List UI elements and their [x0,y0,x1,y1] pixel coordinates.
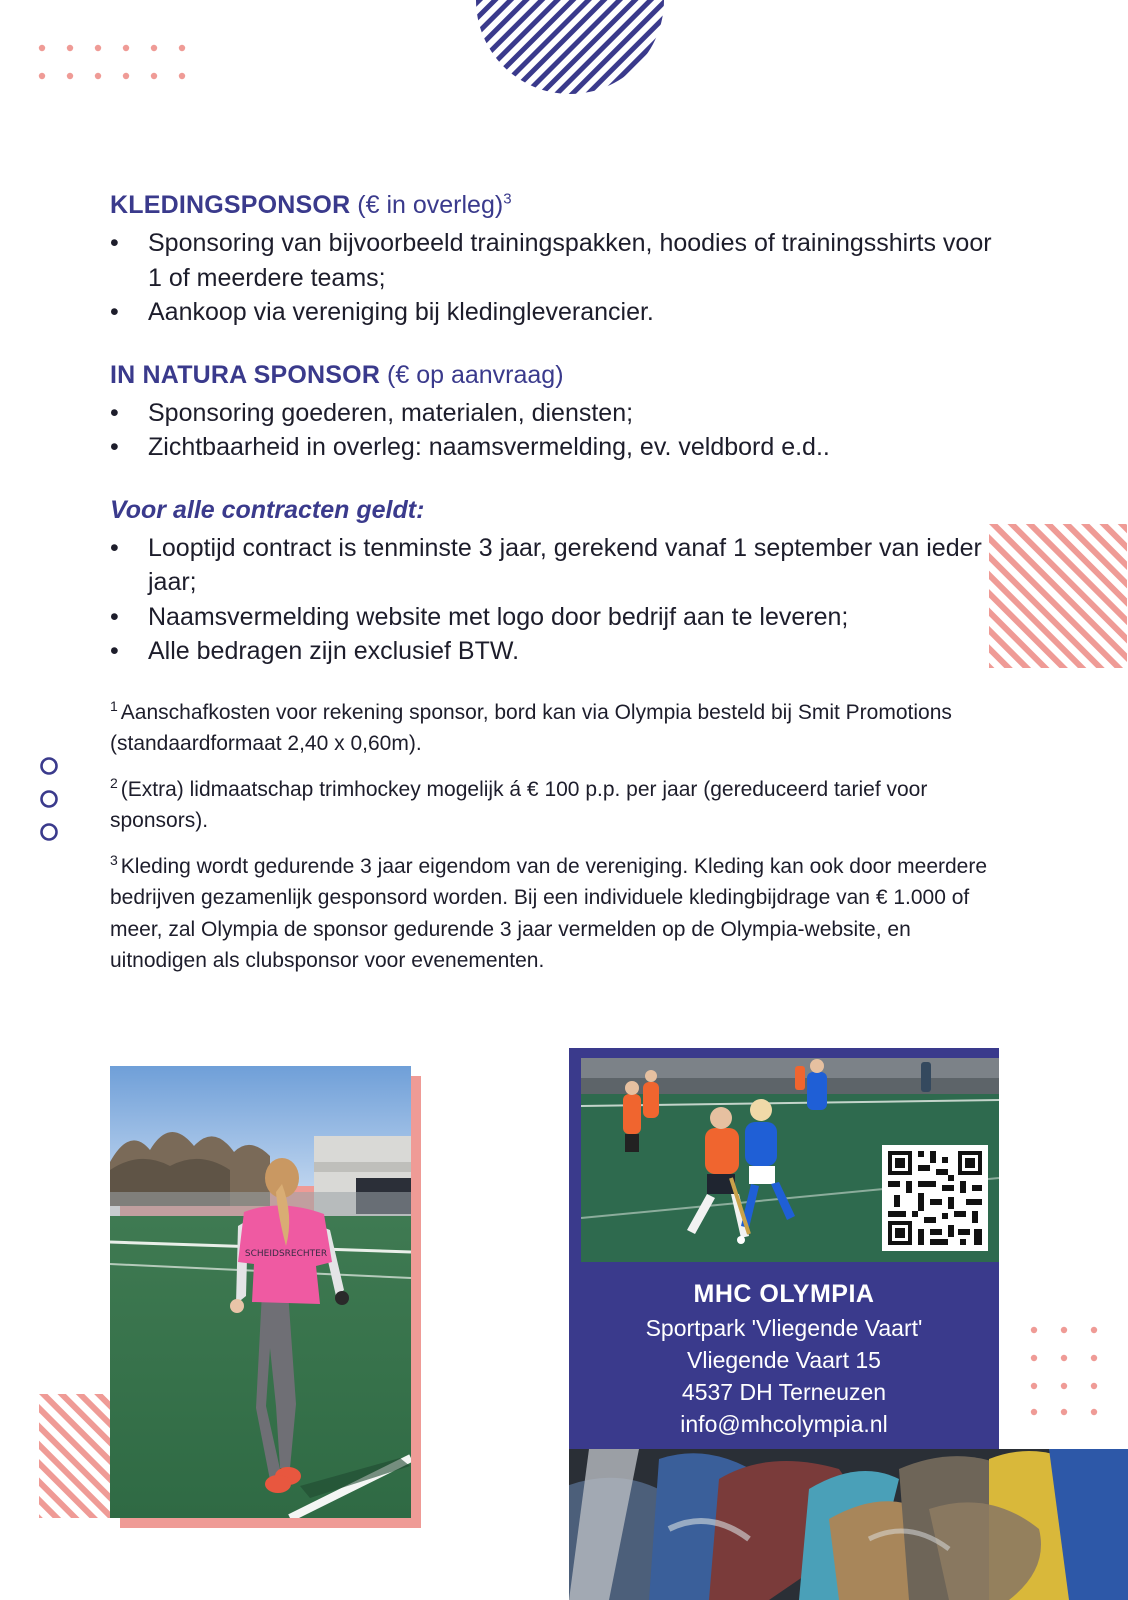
qr-code[interactable] [882,1145,988,1251]
list-item: • Naamsvermelding website met logo door bedrijf aan te leveren; [110,602,849,631]
heading-title: IN NATURA SPONSOR [110,360,381,389]
list-item: • Aankoop via vereniging bij kledingleverancier. [110,298,654,326]
list-item: • Looptijd contract is tenminste 3 jaar, gerekend vanaf 1 september van ieder jaar; [110,533,982,596]
club-name: MHC OLYMPIA [693,1280,875,1308]
list-item: • Zichtbaarheid in overleg: naamsvermelding, ev. veldbord e.d.. [110,433,830,461]
sponsor-content [110,188,1010,991]
footnotes [110,697,1010,977]
footnote-2: $^2$ (Extra) lidmaatschap trimhockey mogelijk á € 100 p.p. per jaar (gereduceerd tarief voor sponsors). [110,774,928,832]
section-heading: Voor alle contracten geldt: [110,495,425,524]
heading-footnote-ref: 3 [503,190,512,208]
section-in-natura [110,358,1010,465]
bullet-list [110,531,1010,669]
heading-title: KLEDINGSPONSOR [110,191,351,219]
contact-info [569,1276,999,1440]
address-line-street: Vliegende Vaart 15 [687,1347,881,1373]
bullet-list [110,226,1010,330]
list-item: • Alle bedragen zijn exclusief BTW. [110,637,520,665]
hockey-sticks-photo [569,1449,1128,1600]
footnote-3: $^3$ Kleding wordt gedurende 3 jaar eigendom van de vereniging. Kleding kan ook door meerdere bedrijven gezamenlijk gesponsord worden. Bij een individuele kledingbijdrage van € 1.000 of meer, zal Olympia de sponsor gedurende 3 jaar vermelden op de Olympia-website, en uitnodigen als clubsponsor voor evenementen. [110,851,988,972]
section-contract-terms [110,493,1010,669]
shirt-text: SCHEIDSRECHTER [244,1249,328,1259]
list-item: • Sponsoring van bijvoorbeeld trainingspakken, hoodies of trainingsshirts voor 1 of meerdere teams; [110,229,992,292]
striped-semicircle-decoration [476,0,664,94]
address-line-city: 4537 DH Terneuzen [681,1379,887,1405]
circle-outline-decoration [38,756,60,842]
dot-grid-decoration-bottom [1026,1322,1102,1418]
list-item: • Sponsoring goederen, materialen, diensten; [110,398,634,427]
heading-price-note: (€ op aanvraag) [387,360,564,389]
section-kledingsponsor [110,188,1010,330]
section-heading [110,188,1010,222]
referee-girl-photo [110,1066,411,1518]
section-heading [110,358,1010,392]
contact-email-link[interactable]: info@mhcolympia.nl [680,1411,888,1437]
dot-grid-decoration [36,40,196,84]
footnote-1: $^1$ Aanschafkosten voor rekening sponsor, bord kan via Olympia besteld bij Smit Promotions (standaardformaat 2,40 x 0,60m). [110,697,952,755]
bullet-list [110,396,1010,465]
heading-price-note: (€ in overleg) [357,191,504,219]
address-line-venue: Sportpark 'Vliegende Vaart' [645,1315,923,1341]
